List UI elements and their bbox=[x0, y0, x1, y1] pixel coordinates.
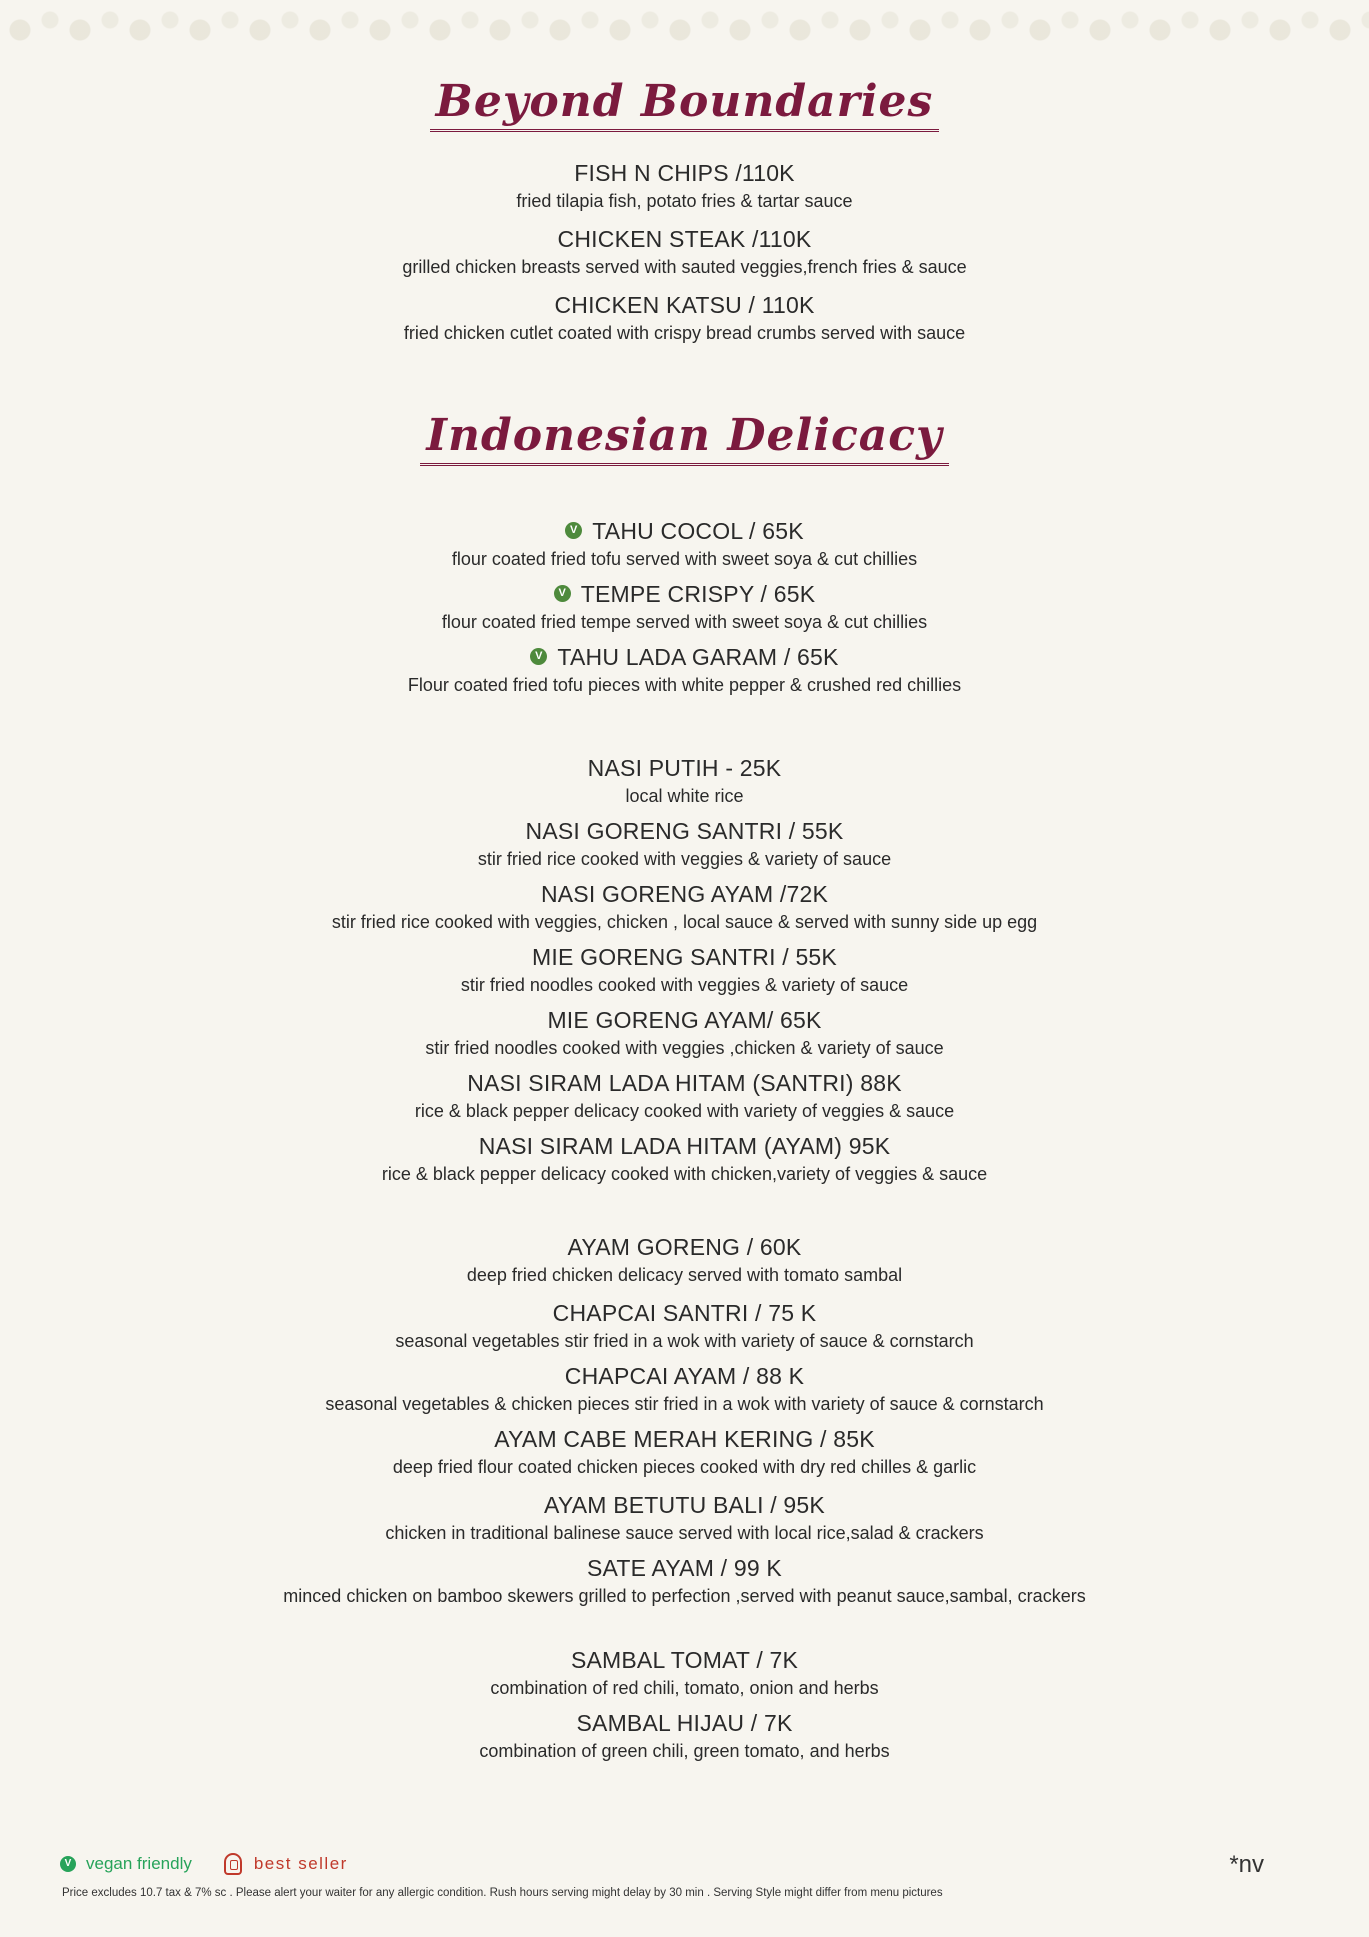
item-name: AYAM GORENG / 60K bbox=[567, 1234, 802, 1260]
item-desc: flour coated fried tofu served with sweet soya & cut chillies bbox=[451, 549, 918, 569]
item-desc: local white rice bbox=[625, 786, 744, 806]
item-desc: rice & black pepper delicacy cooked with variety of veggies & sauce bbox=[414, 1101, 955, 1121]
item-name: TEMPE CRISPY / 65K bbox=[580, 581, 816, 607]
menu-item bbox=[0, 818, 1369, 870]
item-desc: fried tilapia fish, potato fries & tartar sauce bbox=[516, 191, 853, 211]
menu-item bbox=[0, 881, 1369, 933]
item-name: NASI GORENG SANTRI / 55K bbox=[525, 818, 844, 844]
legend bbox=[60, 1853, 348, 1875]
menu-item bbox=[0, 1710, 1369, 1762]
menu-item bbox=[0, 1300, 1369, 1352]
vegan-leaf-icon: V bbox=[565, 522, 582, 539]
menu-item bbox=[0, 1133, 1369, 1185]
section-title-beyond bbox=[0, 76, 1369, 132]
vegan-leaf-icon: V bbox=[60, 1856, 76, 1872]
menu-item bbox=[0, 1070, 1369, 1122]
section-title-indonesian bbox=[0, 410, 1369, 466]
item-name: CHAPCAI AYAM / 88 K bbox=[564, 1363, 805, 1389]
item-desc: seasonal vegetables & chicken pieces stir fried in a wok with variety of sauce & cornstarch bbox=[325, 1394, 1044, 1414]
item-desc: Flour coated fried tofu pieces with white pepper & crushed red chillies bbox=[407, 675, 962, 695]
item-desc: stir fried noodles cooked with veggies & variety of sauce bbox=[460, 975, 909, 995]
item-desc: deep fried chicken delicacy served with tomato sambal bbox=[466, 1265, 903, 1285]
item-desc: grilled chicken breasts served with sauted veggies,french fries & sauce bbox=[402, 257, 967, 277]
section-heading: Indonesian Delicacy bbox=[420, 410, 948, 466]
item-desc: chicken in traditional balinese sauce served with local rice,salad & crackers bbox=[385, 1523, 984, 1543]
item-name: MIE GORENG AYAM/ 65K bbox=[547, 1007, 822, 1033]
item-name: AYAM CABE MERAH KERING / 85K bbox=[494, 1426, 875, 1452]
item-desc: deep fried flour coated chicken pieces cooked with dry red chilles & garlic bbox=[392, 1457, 977, 1477]
decorative-border bbox=[0, 0, 1369, 60]
item-name: AYAM BETUTU BALI / 95K bbox=[544, 1492, 825, 1518]
item-name: CHICKEN KATSU / 110K bbox=[554, 292, 815, 318]
item-desc: rice & black pepper delicacy cooked with chicken,variety of veggies & sauce bbox=[381, 1164, 988, 1184]
item-desc: stir fried rice cooked with veggies, chicken , local sauce & served with sunny side up egg bbox=[331, 912, 1038, 932]
item-name: MIE GORENG SANTRI / 55K bbox=[532, 944, 837, 970]
item-desc: stir fried rice cooked with veggies & variety of sauce bbox=[477, 849, 892, 869]
item-desc: combination of green chili, green tomato, and herbs bbox=[479, 1741, 890, 1761]
menu-item bbox=[0, 644, 1369, 696]
item-name: TAHU COCOL / 65K bbox=[592, 518, 804, 544]
section-heading: Beyond Boundaries bbox=[430, 76, 940, 132]
item-name: FISH N CHIPS /110K bbox=[574, 160, 795, 186]
menu-item bbox=[0, 1647, 1369, 1699]
menu-item bbox=[0, 1234, 1369, 1286]
item-desc: combination of red chili, tomato, onion and herbs bbox=[490, 1678, 879, 1698]
item-desc: flour coated fried tempe served with sweet soya & cut chillies bbox=[441, 612, 928, 632]
item-name: NASI SIRAM LADA HITAM (SANTRI) 88K bbox=[467, 1070, 902, 1096]
menu-item bbox=[0, 581, 1369, 633]
menu-item bbox=[0, 160, 1369, 212]
menu-item bbox=[0, 1492, 1369, 1544]
item-desc: stir fried noodles cooked with veggies ,chicken & variety of sauce bbox=[425, 1038, 944, 1058]
item-name: NASI SIRAM LADA HITAM (AYAM) 95K bbox=[478, 1133, 891, 1159]
menu-item bbox=[0, 1007, 1369, 1059]
thumbs-up-icon bbox=[224, 1853, 242, 1875]
menu-item bbox=[0, 1426, 1369, 1478]
vegan-leaf-icon: V bbox=[554, 585, 571, 602]
vegan-legend-label: vegan friendly bbox=[86, 1854, 192, 1873]
best-seller-legend-label: best seller bbox=[253, 1854, 348, 1873]
menu-item bbox=[0, 292, 1369, 344]
menu-item bbox=[0, 1363, 1369, 1415]
item-name: NASI GORENG AYAM /72K bbox=[540, 881, 829, 907]
item-desc: minced chicken on bamboo skewers grilled to perfection ,served with peanut sauce,sambal, crackers bbox=[283, 1586, 1086, 1606]
menu-item bbox=[0, 226, 1369, 278]
price-disclaimer: Price excludes 10.7 tax & 7% sc . Please alert your waiter for any allergic condition. Rush hours serving might delay by 30 min . Serving Style might differ from menu pictures bbox=[62, 1887, 943, 1899]
item-desc: seasonal vegetables stir fried in a wok with variety of sauce & cornstarch bbox=[395, 1331, 974, 1351]
menu-item bbox=[0, 518, 1369, 570]
nv-note: *nv bbox=[1229, 1851, 1264, 1878]
item-name: CHICKEN STEAK /110K bbox=[557, 226, 812, 252]
item-desc: fried chicken cutlet coated with crispy bread crumbs served with sauce bbox=[403, 323, 966, 343]
item-name: CHAPCAI SANTRI / 75 K bbox=[552, 1300, 817, 1326]
item-name: SAMBAL TOMAT / 7K bbox=[570, 1647, 799, 1673]
vegan-leaf-icon: V bbox=[530, 648, 547, 665]
menu-item bbox=[0, 755, 1369, 807]
item-name: SATE AYAM / 99 K bbox=[587, 1555, 782, 1581]
menu-item bbox=[0, 944, 1369, 996]
item-name: SAMBAL HIJAU / 7K bbox=[576, 1710, 793, 1736]
item-name: TAHU LADA GARAM / 65K bbox=[557, 644, 839, 670]
menu-item bbox=[0, 1555, 1369, 1607]
item-name: NASI PUTIH - 25K bbox=[587, 755, 782, 781]
